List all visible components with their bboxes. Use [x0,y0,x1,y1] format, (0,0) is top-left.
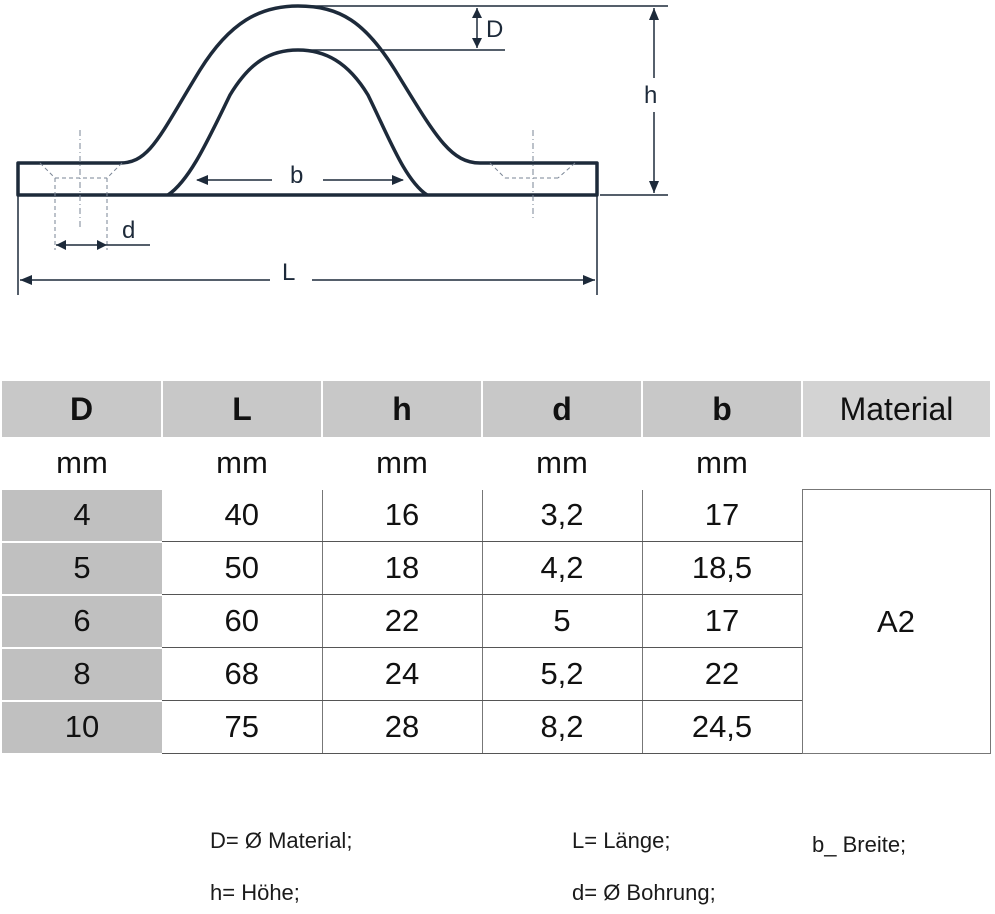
cell-d: 4,2 [482,542,642,595]
strap-outline [18,6,597,195]
legend-b: b_ Breite; [812,832,907,857]
cell-d: 5,2 [482,648,642,701]
cell-D: 4 [2,490,162,542]
header-row [2,381,990,437]
left-hole [40,130,122,250]
unit-material [802,437,990,490]
header-L: L [162,381,322,437]
unit-b: mm [696,445,748,481]
unit-L: mm [216,445,268,481]
cell-d: 5 [482,595,642,648]
unit-d: mm [536,445,588,481]
cell-h: 22 [322,595,482,648]
cell-h: 28 [322,701,482,754]
cell-D: 6 [2,595,162,648]
header-material: Material [802,381,990,437]
dimension-d [56,240,150,250]
label-d: d [122,217,136,244]
header-h: h [322,381,482,437]
cell-D: 5 [2,542,162,595]
legend-L: L= Länge; [572,828,671,853]
header-d: d [482,381,642,437]
cell-b: 17 [642,595,802,648]
header-D: D [2,381,162,437]
dimensions-table [2,381,991,755]
cell-L: 40 [162,490,322,542]
label-h: h [644,82,658,109]
legend-d: d= Ø Bohrung; [572,880,716,905]
table-row [2,490,990,542]
cell-D: 10 [2,701,162,754]
cell-b: 17 [642,490,802,542]
cell-d: 3,2 [482,490,642,542]
cell-L: 75 [162,701,322,754]
cell-b: 24,5 [642,701,802,754]
cell-b: 22 [642,648,802,701]
dimension-D [300,6,505,50]
cell-b: 18,5 [642,542,802,595]
label-L: L [282,259,296,286]
technical-drawing [0,0,680,310]
header-b: b [642,381,802,437]
legend-D: D= Ø Material; [210,828,353,853]
label-b: b [290,162,304,189]
cell-L: 50 [162,542,322,595]
cell-D: 8 [2,648,162,701]
cell-d: 8,2 [482,701,642,754]
cell-L: 60 [162,595,322,648]
cell-h: 16 [322,490,482,542]
unit-D: mm [56,445,108,481]
right-hole [490,130,575,220]
cell-material: A2 [802,490,990,754]
cell-h: 24 [322,648,482,701]
label-D: D [486,16,504,43]
unit-h: mm [376,445,428,481]
cell-h: 18 [322,542,482,595]
cell-L: 68 [162,648,322,701]
unit-row [2,437,990,490]
legend-h: h= Höhe; [210,880,300,905]
